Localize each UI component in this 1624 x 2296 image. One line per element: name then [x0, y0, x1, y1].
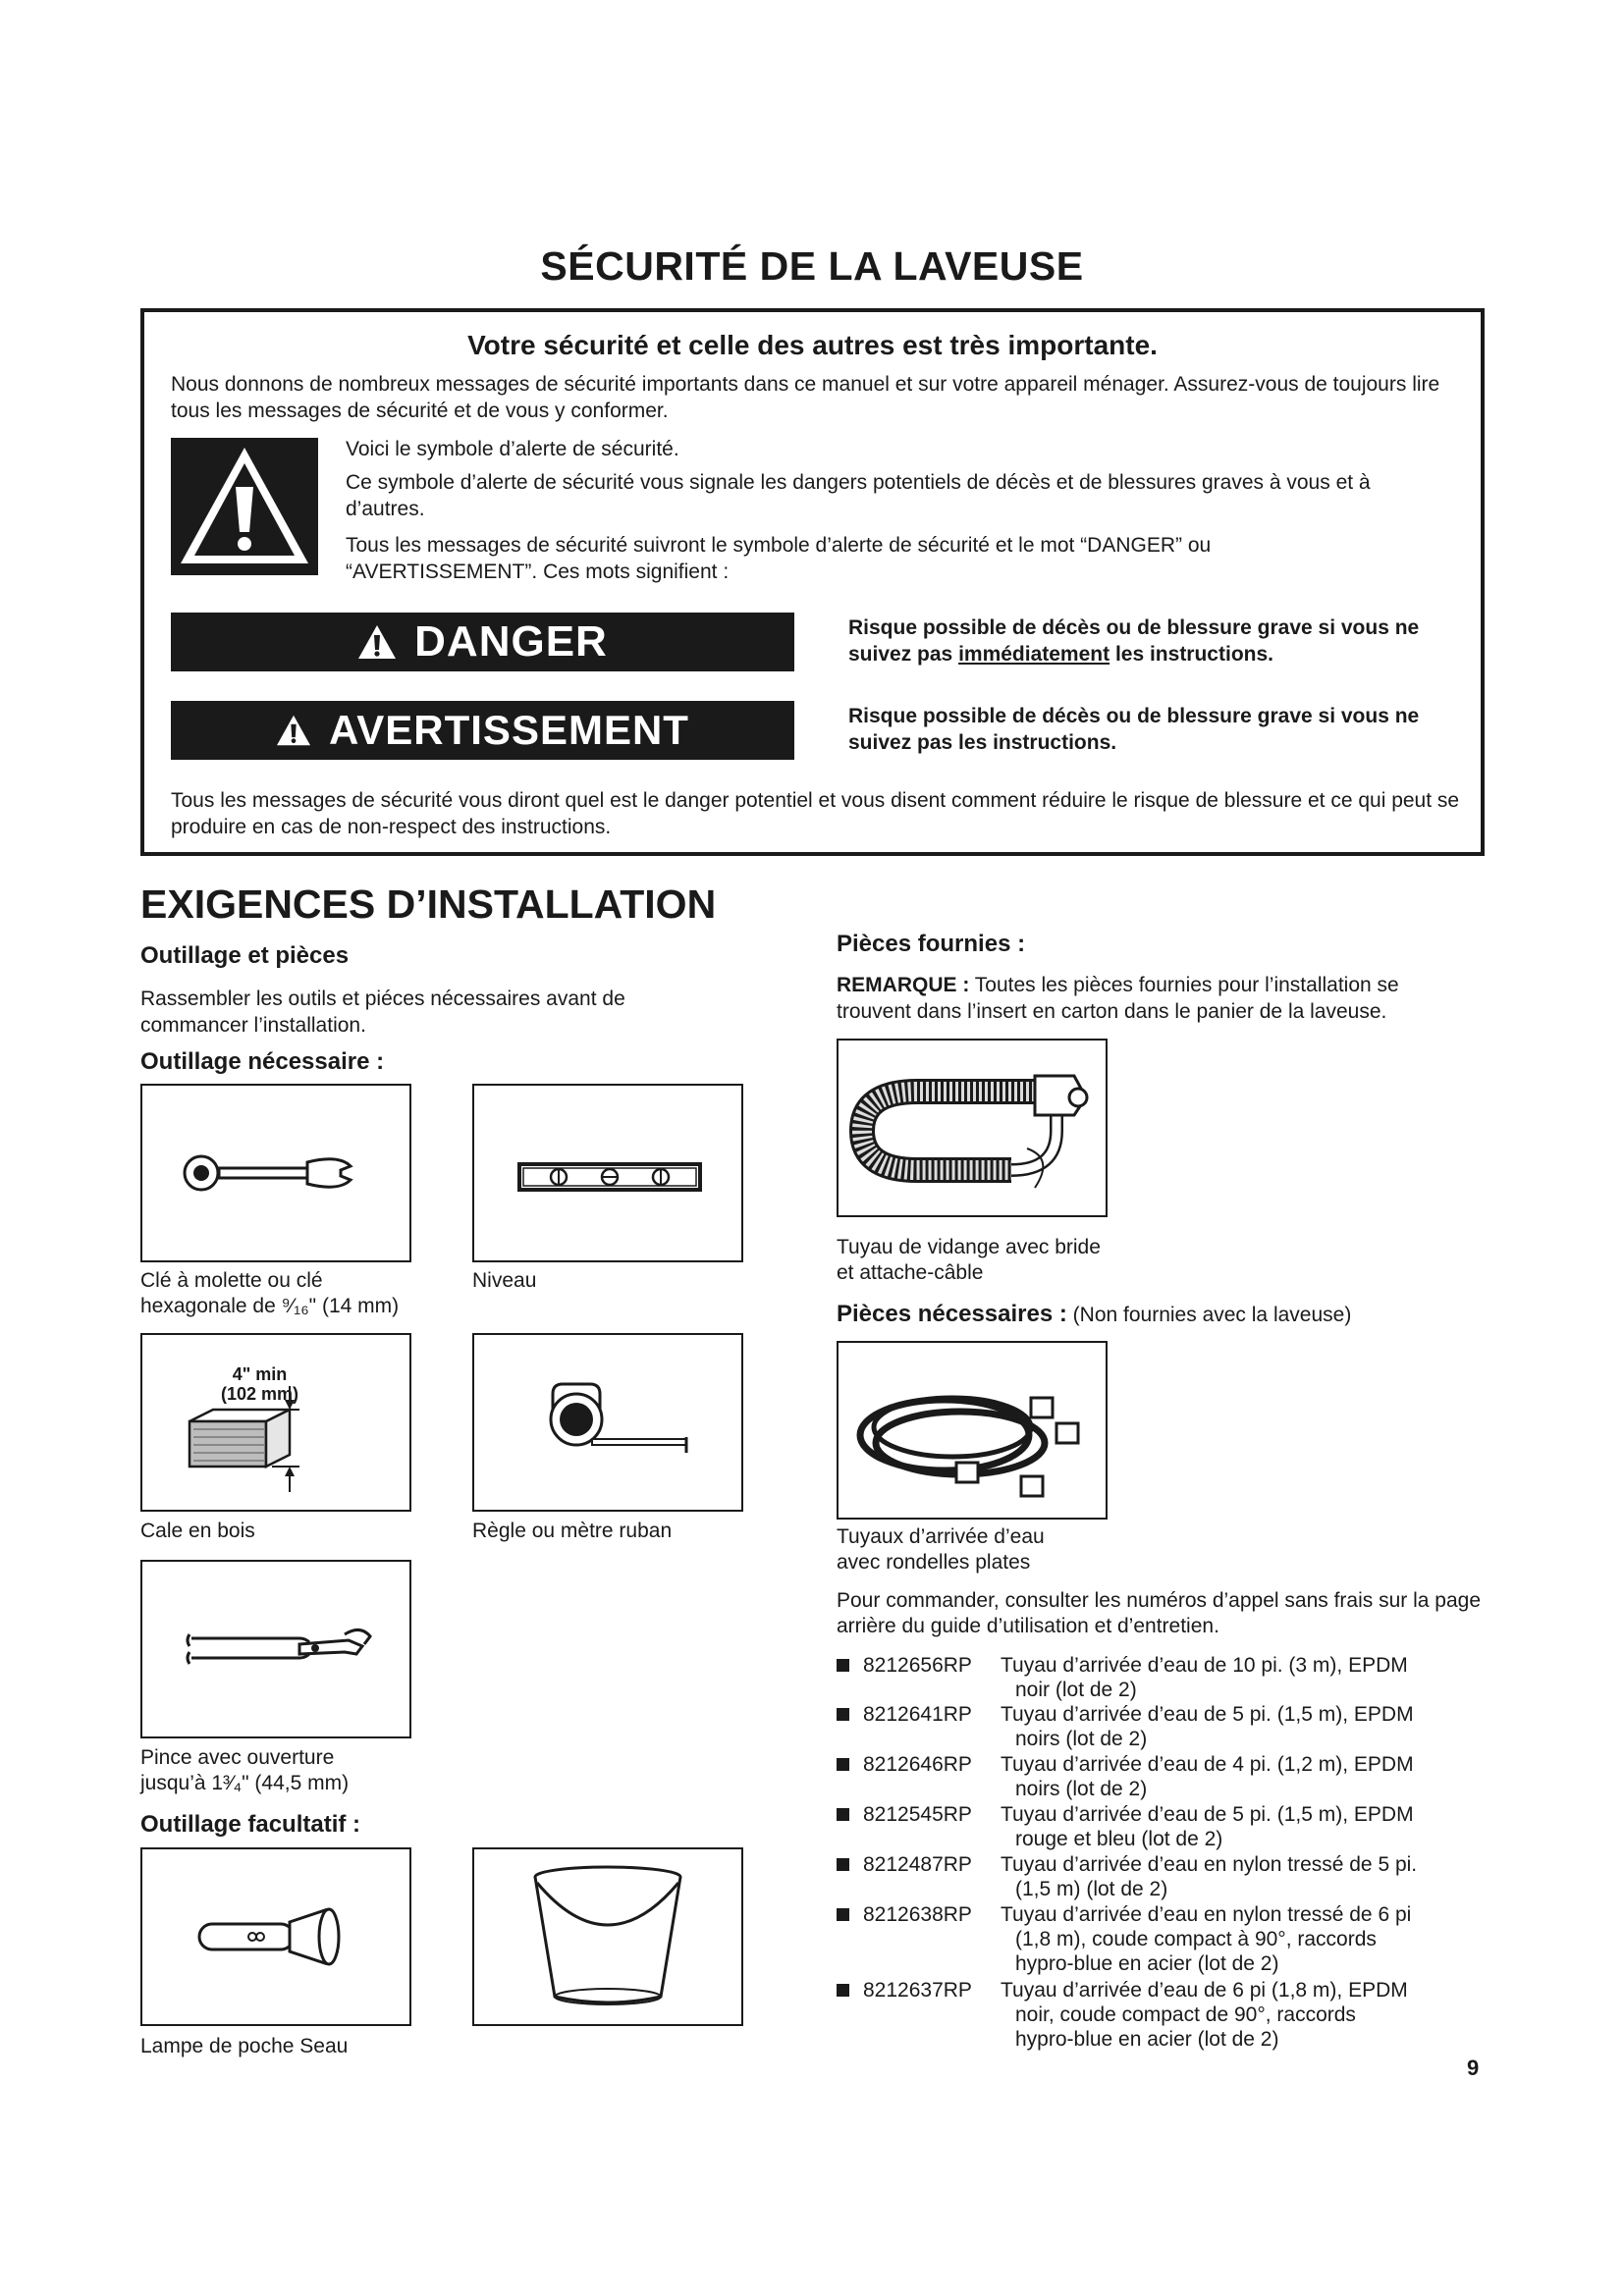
part-item: 8212641RP Tuyau d’arrivée d’eau de 5 pi. (1,5 m), EPDM noirs (lot de 2)	[837, 1702, 1485, 1751]
part-item: 8212638RP Tuyau d’arrivée d’eau en nylon tressé de 6 pi (1,8 m), coude compact à 90°, raccords hypro-blue en acier (lot de 2)	[837, 1902, 1485, 1977]
order-info: Pour commander, consulter les numéros d’appel sans frais sur la page arrière du guide d’utilisation et d’entretien.	[837, 1589, 1482, 1637]
tools-intro: Rassembler les outils et piéces nécessaires avant de commancer l’installation.	[140, 988, 625, 1037]
tools-heading: Outillage et pièces	[140, 942, 350, 969]
optional-caption: Lampe de poche Seau	[140, 2035, 349, 2057]
wood-block-icon	[142, 1335, 409, 1510]
danger-alert-icon	[357, 623, 397, 661]
danger-label: DANGER	[414, 617, 608, 666]
warning-alert-icon	[276, 714, 311, 747]
page-number: 9	[1467, 2056, 1480, 2080]
warning-description: Risque possible de décès ou de blessure grave si vous ne suivez pas les instructions.	[848, 705, 1420, 754]
supplied-parts-heading: Pièces fournies :	[837, 931, 1026, 957]
symbol-line-1: Voici le symbole d’alerte de sécurité.	[346, 438, 679, 460]
wood-block-label: 4" min (102 mm)	[221, 1364, 299, 1404]
safety-title: SÉCURITÉ DE LA LAVEUSE	[540, 243, 1084, 289]
wood-block-caption: Cale en bois	[140, 1520, 255, 1542]
safety-intro: Nous donnons de nombreux messages de sécurité importants dans ce manuel et sur votre appareil ménager. Assurez-vous de toujours lire tous les messages de sécurité et de vous y conformer.	[171, 373, 1440, 422]
part-item: 8212545RP Tuyau d’arrivée d’eau de 5 pi. (1,5 m), EPDM rouge et bleu (lot de 2)	[837, 1802, 1485, 1851]
tape-caption: Règle ou mètre ruban	[472, 1520, 673, 1542]
tape-frame	[472, 1333, 743, 1512]
drain-hose-frame	[837, 1039, 1108, 1217]
bucket-icon	[474, 1849, 741, 2024]
flashlight-frame	[140, 1847, 411, 2026]
danger-description: Risque possible de décès ou de blessure grave si vous ne suivez pas immédiatement les instructions.	[848, 616, 1420, 666]
inlet-hoses-icon	[839, 1343, 1106, 1518]
parts-list	[837, 1653, 1485, 2065]
safety-alert-icon	[171, 438, 318, 575]
inlet-hoses-frame	[837, 1341, 1108, 1520]
part-item: 8212646RP Tuyau d’arrivée d’eau de 4 pi. (1,2 m), EPDM noirs (lot de 2)	[837, 1752, 1485, 1801]
tape-measure-icon	[474, 1335, 741, 1510]
danger-banner	[171, 613, 794, 671]
optional-tools-heading: Outillage facultatif :	[140, 1811, 361, 1838]
part-item: 8212656RP Tuyau d’arrivée d’eau de 10 pi. (3 m), EPDM noir (lot de 2)	[837, 1653, 1485, 1702]
bucket-frame	[472, 1847, 743, 2026]
wrench-frame	[140, 1084, 411, 1262]
drain-hose-caption: Tuyau de vidange avec bride et attache-câble	[837, 1236, 1101, 1284]
level-caption: Niveau	[472, 1269, 537, 1292]
pliers-caption: Pince avec ouverture jusqu’à 1³⁄₄" (44,5 mm)	[140, 1746, 350, 1794]
install-title: EXIGENCES D’INSTALLATION	[140, 881, 717, 927]
needed-parts-heading: Pièces nécessaires : (Non fournies avec la laveuse)	[837, 1301, 1352, 1327]
wrench-icon	[142, 1086, 409, 1260]
part-item: 8212637RP Tuyau d’arrivée d’eau de 6 pi (1,8 m), EPDM noir, coude compact de 90°, raccords hypro-blue en acier (lot de 2)	[837, 1978, 1485, 2053]
safety-box	[140, 308, 1485, 856]
drain-hose-icon	[839, 1041, 1106, 1215]
symbol-line-3: Tous les messages de sécurité suivront le symbole d’alerte de sécurité et le mot “DANGER” ou “AVERTISSEMENT”. Ces mots signifient :	[346, 534, 1212, 583]
warning-label: AVERTISSEMENT	[329, 707, 689, 753]
pliers-frame	[140, 1560, 411, 1738]
part-item: 8212487RP Tuyau d’arrivée d’eau en nylon tressé de 5 pi. (1,5 m) (lot de 2)	[837, 1852, 1485, 1901]
inlet-hoses-caption: Tuyaux d’arrivée d’eau avec rondelles plates	[837, 1525, 1045, 1574]
symbol-line-2: Ce symbole d’alerte de sécurité vous signale les dangers potentiels de décès et de blessures graves à vous et à d’autres.	[346, 471, 1371, 520]
wrench-caption: Clé à molette ou clé hexagonale de ⁹⁄₁₆" (14 mm)	[140, 1269, 400, 1317]
pliers-icon	[142, 1562, 409, 1736]
level-frame	[472, 1084, 743, 1262]
supplied-note: REMARQUE : Toutes les pièces fournies pour l’installation se trouvent dans l’insert en carton dans le panier de la laveuse.	[837, 974, 1399, 1023]
level-icon	[474, 1086, 741, 1260]
safety-footer: Tous les messages de sécurité vous diront quel est le danger potentiel et vous disent comment réduire le risque de blessure et ce qui peut se produire en cas de non-respect des instructions.	[171, 789, 1460, 838]
safety-heading: Votre sécurité et celle des autres est très importante.	[467, 330, 1158, 360]
flashlight-icon	[142, 1849, 409, 2024]
wood-block-frame	[140, 1333, 411, 1512]
required-tools-heading: Outillage nécessaire :	[140, 1048, 385, 1075]
warning-banner	[171, 701, 794, 760]
